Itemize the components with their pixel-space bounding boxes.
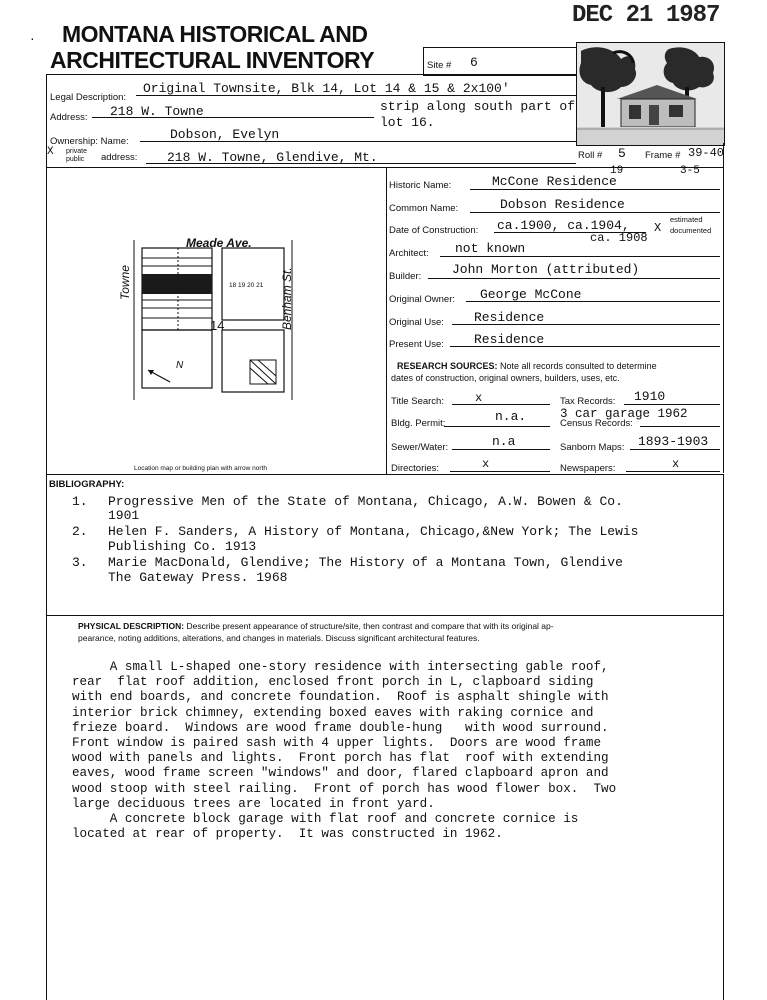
rule: [440, 256, 720, 257]
roll-value: 5: [618, 146, 626, 161]
rule: [723, 615, 724, 1000]
present-use-label: Present Use:: [389, 339, 444, 350]
historic-name-label: Historic Name:: [389, 180, 452, 191]
rule: [46, 167, 47, 474]
private-label: private: [66, 148, 88, 155]
common-name-value: Dobson Residence: [500, 197, 625, 212]
private-x-mark: X: [47, 146, 54, 158]
description-line: A small L-shaped one-story residence with intersecting gable roof,: [72, 660, 609, 674]
builder-value: John Morton (attributed): [452, 262, 640, 277]
documented-label: documented: [670, 226, 712, 235]
address-label: Address:: [50, 112, 88, 123]
newspapers-value: x: [672, 457, 680, 471]
description-line: located at rear of property. It was constructed in 1962.: [72, 827, 503, 842]
rule: [444, 426, 550, 427]
original-owner-label: Original Owner:: [389, 294, 455, 305]
rule: [140, 141, 576, 142]
site-label: Site #: [427, 60, 452, 71]
description-line: frieze board. Windows are wood frame double-hung with wood surround.: [72, 720, 609, 735]
original-use-label: Original Use:: [389, 317, 444, 328]
sewer-water-label: Sewer/Water:: [391, 442, 449, 453]
frame-label: Frame #: [645, 150, 681, 161]
legal-description-continued-2: lot 16.: [380, 115, 435, 130]
map-caption: Location map or building plan with arrow north: [134, 465, 267, 472]
description-line: interior brick chimney, extending boxed eaves with raking cornice and: [72, 705, 594, 720]
census-records-label: Census Records:: [560, 418, 633, 429]
directories-value: x: [482, 457, 490, 471]
building-photo: [576, 42, 725, 146]
rule: [626, 471, 720, 472]
bibliography-heading: BIBLIOGRAPHY:: [49, 479, 125, 490]
description-line: wood with panels and lights. Front porch has flat roof with extending: [72, 751, 609, 766]
rule: [630, 449, 720, 450]
sewer-water-value: n.a: [492, 434, 516, 449]
original-owner-value: George McCone: [480, 287, 582, 302]
description-line: Front window is paired sash with 4 upper lights. Doors are wood frame: [72, 736, 602, 751]
map-street-top: Meade Ave.: [186, 236, 252, 250]
date-construction-label: Date of Construction:: [389, 225, 479, 236]
estimated-x-mark: X: [654, 221, 662, 235]
frame-sub-3-5: 3-5: [680, 165, 700, 177]
date-construction-value: ca.1900, ca.1904,: [497, 218, 630, 233]
legal-description-value: Original Townsite, Blk 14, Lot 14 & 15 & 2x100': [143, 81, 510, 96]
title-search-value: x: [475, 391, 483, 405]
rule: [452, 449, 550, 450]
map-street-left: Towne: [118, 265, 132, 300]
map-street-right: Benham St.: [280, 267, 294, 330]
rule: [46, 474, 724, 475]
research-text-1: Note all records consulted to determine: [500, 361, 657, 371]
research-sources-text: [397, 361, 657, 371]
newspapers-label: Newspapers:: [560, 463, 616, 474]
physical-description-body: [72, 660, 616, 842]
map-lots-right: 18 19 20 21: [229, 282, 264, 289]
map-north-label: N: [176, 360, 184, 371]
site-value: 6: [470, 55, 478, 70]
rule: [452, 404, 550, 405]
roll-label: Roll #: [578, 150, 603, 161]
rule: [723, 474, 724, 615]
research-heading: RESEARCH SOURCES:: [397, 361, 498, 371]
bib-num-3: 3.: [72, 555, 88, 570]
description-line: with end boards, and concrete foundation. Roof is asphalt shingle with: [72, 690, 609, 705]
rule: [46, 74, 577, 75]
common-name-label: Common Name:: [389, 203, 459, 214]
physical-description-instructions: [78, 621, 554, 631]
rule: [386, 167, 387, 474]
rule: [470, 212, 720, 213]
description-line: large deciduous trees are located in front yard.: [72, 796, 435, 811]
census-records-value: 3 car garage 1962: [560, 407, 688, 421]
rule: [46, 615, 724, 616]
tax-records-label: Tax Records:: [560, 396, 616, 407]
historic-name-value: McCone Residence: [492, 174, 617, 189]
address-value: 218 W. Towne: [110, 104, 204, 119]
rule: [46, 474, 47, 615]
estimated-label: estimated: [670, 215, 703, 224]
rule: [466, 301, 720, 302]
builder-label: Builder:: [389, 271, 422, 282]
tax-records-value: 1910: [634, 389, 666, 404]
directories-label: Directories:: [391, 463, 440, 474]
description-line: rear flat roof addition, enclosed front porch in L, clapboard siding: [72, 675, 594, 690]
building-permit-label: Bldg. Permit:: [391, 418, 446, 429]
owner-address-label: address:: [101, 152, 138, 163]
rule: [46, 615, 47, 1000]
rule: [452, 324, 720, 325]
architect-value: not known: [455, 241, 526, 256]
description-line: wood stoop with steel railing. Front of porch has wood flower box. Two: [72, 781, 617, 796]
research-text-2: dates of construction, original owners, builders, uses, etc.: [391, 373, 620, 383]
physical-instructions-2: pearance, noting additions, alterations, and changes in materials. Discuss significant architectural features.: [78, 633, 480, 643]
physical-instructions-1: Describe present appearance of structure/site, then contrast and compare that with its original ap-: [186, 621, 554, 631]
rule: [92, 117, 374, 118]
ownership-name-value: Dobson, Evelyn: [170, 127, 280, 142]
rule: [428, 278, 720, 279]
form-title-line1: MONTANA HISTORICAL AND: [62, 21, 368, 47]
rule: [640, 426, 720, 427]
owner-address-value: 218 W. Towne, Glendive, Mt.: [167, 150, 378, 165]
sanborn-maps-label: Sanborn Maps:: [560, 442, 625, 453]
rule: [450, 346, 720, 347]
bib-entry-2-line1: Helen F. Sanders, A History of Montana, Chicago,&New York; The Lewis: [108, 524, 639, 539]
bib-entry-1-line2: 1901: [108, 508, 140, 523]
rule: [450, 471, 550, 472]
map-block-number: 14: [210, 318, 225, 333]
description-line: A concrete block garage with flat roof and concrete cornice is: [72, 812, 579, 827]
form-title-line2: ARCHITECTURAL INVENTORY: [50, 47, 375, 73]
bib-entry-1-line1: Progressive Men of the State of Montana, Chicago, A.W. Bowen & Co.: [108, 494, 623, 509]
rule: [146, 163, 576, 164]
architect-label: Architect:: [389, 248, 429, 259]
rule: [723, 143, 724, 473]
title-search-label: Title Search:: [391, 396, 444, 407]
bib-entry-3-line2: The Gateway Press. 1968: [108, 570, 288, 585]
description-line: eaves, wood frame screen "windows" and door, flared clapboard apron and: [72, 766, 609, 781]
ownership-name-label: Ownership: Name:: [50, 136, 129, 147]
public-label: public: [66, 156, 85, 163]
rule: [470, 189, 720, 190]
date-stamp: DEC 21 1987: [572, 2, 720, 29]
rule: [136, 95, 576, 96]
frame-value: 39-40: [688, 146, 725, 160]
rule: [624, 404, 720, 405]
margin-dot: ·: [30, 30, 35, 46]
bib-entry-2-line2: Publishing Co. 1913: [108, 539, 257, 554]
bib-num-2: 2.: [72, 524, 88, 539]
physical-heading: PHYSICAL DESCRIPTION:: [78, 621, 185, 631]
building-permit-value: n.a.: [495, 409, 527, 424]
legal-description-continued-1: strip along south part of: [380, 99, 576, 114]
present-use-value: Residence: [474, 332, 545, 347]
date-construction-value-2: ca. 1908: [590, 231, 648, 245]
frame-sub-19: 19: [610, 165, 624, 177]
bib-num-1: 1.: [72, 494, 88, 509]
original-use-value: Residence: [474, 310, 545, 325]
sanborn-maps-value: 1893-1903: [638, 434, 709, 449]
legal-description-label: Legal Description:: [50, 92, 127, 103]
bib-entry-3-line1: Marie MacDonald, Glendive; The History of a Montana Town, Glendive: [108, 555, 623, 570]
